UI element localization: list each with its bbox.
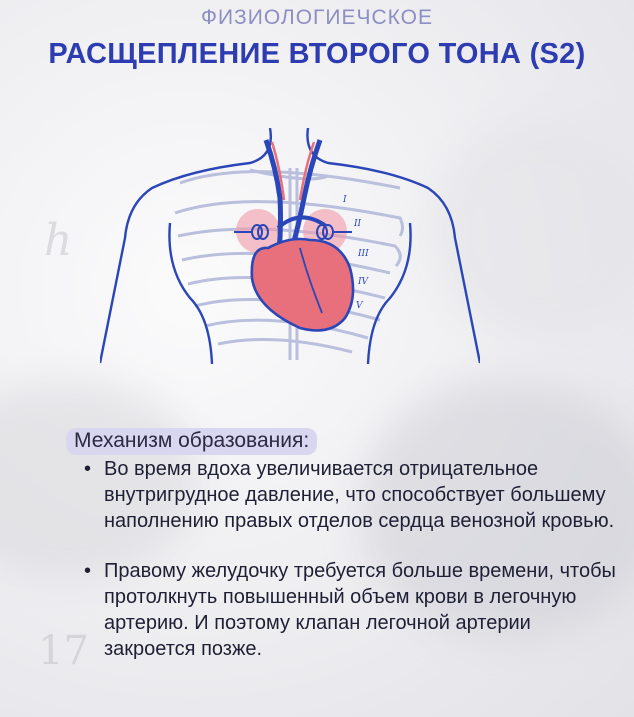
list-item-text: Правому желудочку требуется больше времени, чтобы протолкнуть повышенный объем крови в легочную артерию. И поэтому клапан легочной артерии закроется позже. (104, 560, 616, 660)
rib-marker: I (343, 195, 347, 205)
chest-heart-illustration (100, 128, 480, 368)
rib-marker: III (358, 249, 369, 259)
background-glyph: h (44, 215, 73, 266)
background-number: 17 (38, 628, 89, 674)
bullet-icon: • (84, 560, 92, 582)
rib-marker: IV (358, 277, 369, 287)
mechanism-heading: Механизм образования: (66, 428, 317, 455)
rib-marker: V (356, 301, 363, 311)
list-item (80, 456, 620, 534)
page-title: РАСЩЕПЛЕНИЕ ВТОРОГО ТОНА (S2) (48, 38, 586, 70)
heart-shape (252, 239, 353, 330)
subtitle: ФИЗИОЛОГИЕЧСКОЕ (200, 6, 434, 29)
list-item-text: Во время вдоха увеличивается отрицательное внутригрудное давление, что способствует большему наполнению правых отделов сердца венозной кровью. (104, 458, 615, 532)
rib-marker: II (354, 219, 362, 229)
list-item (80, 558, 620, 662)
mechanism-list (80, 456, 620, 662)
bullet-icon: • (84, 458, 92, 480)
